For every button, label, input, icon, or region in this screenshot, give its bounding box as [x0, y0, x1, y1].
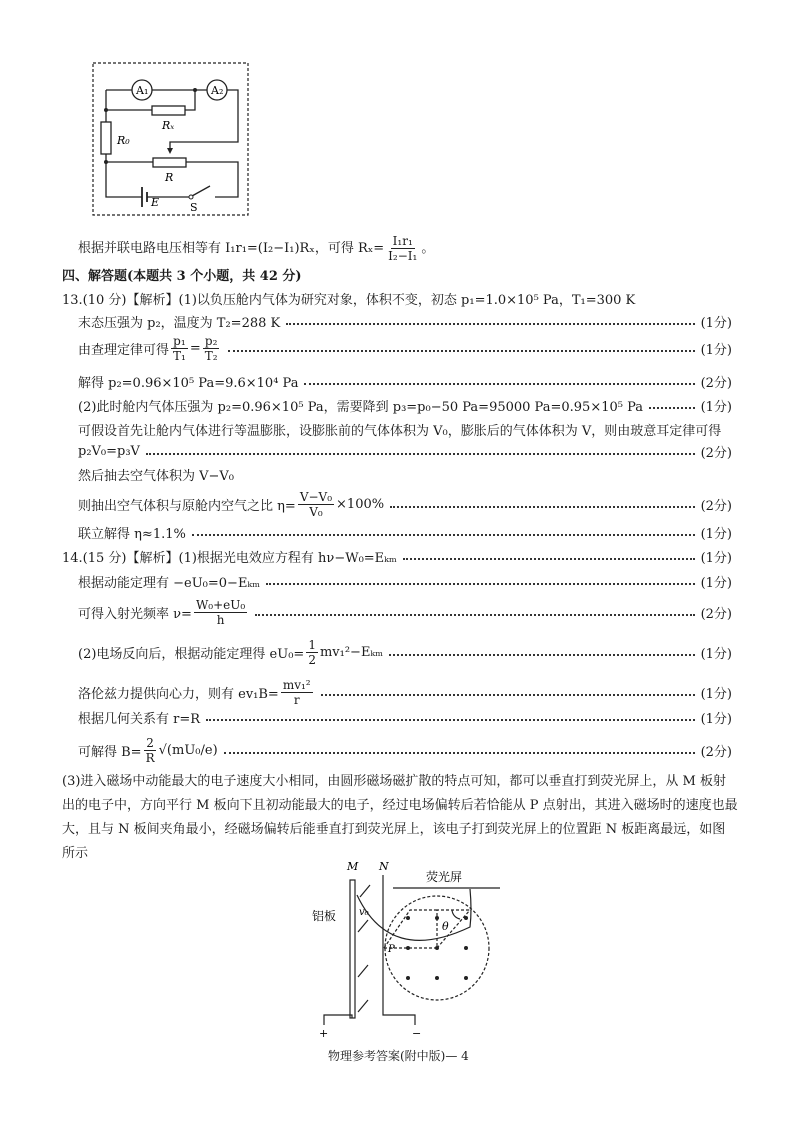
q13-row	[78, 312, 732, 331]
numerator: V−V₀	[299, 490, 333, 504]
denominator: I₂−I₁	[388, 249, 418, 263]
fraction	[281, 678, 313, 707]
numerator: W₀+eU₀	[195, 598, 246, 612]
label-plate: 铝板	[312, 909, 337, 923]
q13-assume: 可假设首先让舱内气体进行等温膨胀，设膨胀前的气体体积为 V₀，膨胀后的气体体积为 V，则由玻意耳定律可得	[78, 424, 722, 439]
denominator: V₀	[309, 505, 323, 519]
numerator: p₂	[204, 334, 218, 348]
q14-row	[78, 708, 732, 727]
row-text: 解得 p₂=0.96×10⁵ Pa=9.6×10⁴ Pa	[78, 376, 299, 391]
label-a1: A₁	[136, 84, 149, 97]
fraction	[144, 736, 157, 765]
score: (1分)	[700, 576, 732, 591]
row-text: 根据几何关系有 r=R	[78, 712, 201, 727]
label-r0: R₀	[117, 134, 130, 147]
row-text: (2)电场反向后，根据动能定理得 eU₀=	[78, 647, 305, 662]
row-text: 14.(15 分)【解析】(1)根据光电效应方程有 hν−W₀=Eₖₘ	[62, 551, 397, 566]
dot-leader	[228, 350, 695, 352]
row-text: 可解得 B=	[78, 745, 142, 760]
row-text: p₂V₀=p₃V	[78, 444, 140, 459]
circuit-diagram	[90, 60, 260, 220]
denominator: r	[293, 693, 300, 707]
label-e: E	[151, 196, 160, 209]
fraction	[194, 598, 247, 627]
row-text: 洛伦兹力提供向心力，则有 ev₁B=	[78, 687, 279, 702]
q14-row	[78, 638, 732, 667]
fraction	[171, 334, 188, 363]
row-text: 由查理定律可得	[78, 343, 170, 358]
label-rx: Rₓ	[162, 119, 175, 132]
q13-row	[78, 442, 732, 461]
label-theta: θ	[442, 920, 449, 933]
label-minus: −	[412, 1027, 422, 1040]
dot-leader	[224, 752, 695, 754]
row-tail: √(mU₀/e)	[158, 743, 218, 758]
intro-line	[78, 234, 434, 263]
label-n: N	[379, 860, 389, 873]
denominator: T₂	[204, 349, 218, 363]
fraction	[386, 234, 419, 263]
score: (1分)	[700, 551, 732, 566]
dot-leader	[321, 694, 695, 696]
score: (1分)	[700, 687, 732, 702]
intro-end: 。	[421, 241, 435, 256]
equals: =	[189, 341, 201, 356]
fraction	[298, 490, 334, 519]
q14-row	[62, 547, 732, 566]
denominator: 2	[308, 653, 316, 667]
score: (2分)	[700, 446, 732, 461]
score: (2分)	[700, 745, 732, 760]
label-v0: v₀	[359, 907, 369, 918]
score: (1分)	[700, 712, 732, 727]
dot-leader	[649, 407, 695, 409]
q13-row	[78, 523, 732, 542]
row-text: 可得入射光频率 ν=	[78, 607, 192, 622]
row-text: 则抽出空气体积与原舱内空气之比 η=	[78, 499, 296, 514]
label-plus: +	[319, 1027, 329, 1040]
dot-leader	[390, 506, 694, 508]
numerator: 2	[146, 736, 154, 750]
numerator: mv₁²	[282, 678, 311, 692]
dot-leader	[304, 383, 694, 385]
numerator: 1	[308, 638, 316, 652]
dot-leader	[286, 323, 694, 325]
q13-row	[78, 334, 732, 363]
score: (1分)	[700, 316, 732, 331]
score: (1分)	[700, 527, 732, 542]
q14-part3: (3)进入磁场中动能最大的电子速度大小相同，由圆形磁场磁扩散的特点可知，都可以垂直打到荧光屏上，从 M 板射出的电子中，方向平行 M 板向下且初动能最大的电子，经过电场偏转后若恰能从 P 点射出，其进入磁场时的速度也最大，且与 N 板间夹角最小，经磁场偏转后能垂直打到荧光屏上，该电子打到荧光屏上的位置距 N 板距离最远，如图所示	[62, 774, 738, 861]
fraction	[306, 638, 318, 667]
q13-row	[78, 372, 732, 391]
row-tail: ×100%	[336, 497, 385, 512]
label-a2: A₂	[211, 84, 224, 97]
denominator: R	[145, 751, 155, 765]
row-text: 末态压强为 p₂，温度为 T₂=288 K	[78, 316, 281, 331]
dot-leader	[192, 534, 695, 536]
dot-leader	[266, 583, 694, 585]
dot-leader	[389, 654, 694, 656]
q13-row	[78, 490, 732, 519]
label-screen: 荧光屏	[426, 870, 463, 884]
q14-row	[78, 598, 732, 627]
magnetic-field-figure	[300, 855, 520, 1045]
dot-leader	[403, 558, 695, 560]
section-title: 四、解答题(本题共 3 个小题，共 42 分)	[62, 269, 302, 284]
score: (2分)	[700, 607, 732, 622]
score: (1分)	[700, 343, 732, 358]
score: (2分)	[700, 499, 732, 514]
denominator: h	[216, 613, 225, 627]
q14-row	[78, 678, 732, 707]
numerator: p₁	[173, 334, 186, 348]
score: (2分)	[700, 376, 732, 391]
fraction	[203, 334, 220, 363]
numerator: I₁r₁	[392, 234, 413, 248]
row-tail: mv₁²−Eₖₘ	[319, 645, 384, 660]
page-footer: 物理参考答案(附中版)— 4	[328, 1049, 469, 1063]
denominator: T₁	[173, 349, 186, 363]
q13-head: 13.(10 分)【解析】(1)以负压舱内气体为研究对象，体积不变，初态 p₁=1.0×10⁵ Pa，T₁=300 K	[62, 293, 636, 308]
label-s: S	[190, 201, 198, 214]
dot-leader	[255, 614, 694, 616]
score: (1分)	[700, 647, 732, 662]
row-text: (2)此时舱内气体压强为 p₂=0.96×10⁵ Pa，需要降到 p₃=p₀−50 Pa=95000 Pa=0.95×10⁵ Pa	[78, 400, 644, 415]
q13-then: 然后抽去空气体积为 V−V₀	[78, 469, 235, 484]
row-text: 根据动能定理有 −eU₀=0−Eₖₘ	[78, 576, 261, 591]
q13-row	[78, 396, 732, 415]
label-p: P	[388, 944, 395, 955]
intro-text: 根据并联电路电压相等有 I₁r₁=(I₂−I₁)Rₓ，可得 Rₓ=	[78, 241, 385, 256]
q14-row	[78, 572, 732, 591]
row-text: 联立解得 η≈1.1%	[78, 527, 186, 542]
q14-row	[78, 736, 732, 765]
score: (1分)	[700, 400, 732, 415]
label-r: R	[165, 171, 174, 184]
label-m: M	[347, 860, 359, 873]
dot-leader	[146, 453, 695, 455]
dot-leader	[206, 719, 695, 721]
